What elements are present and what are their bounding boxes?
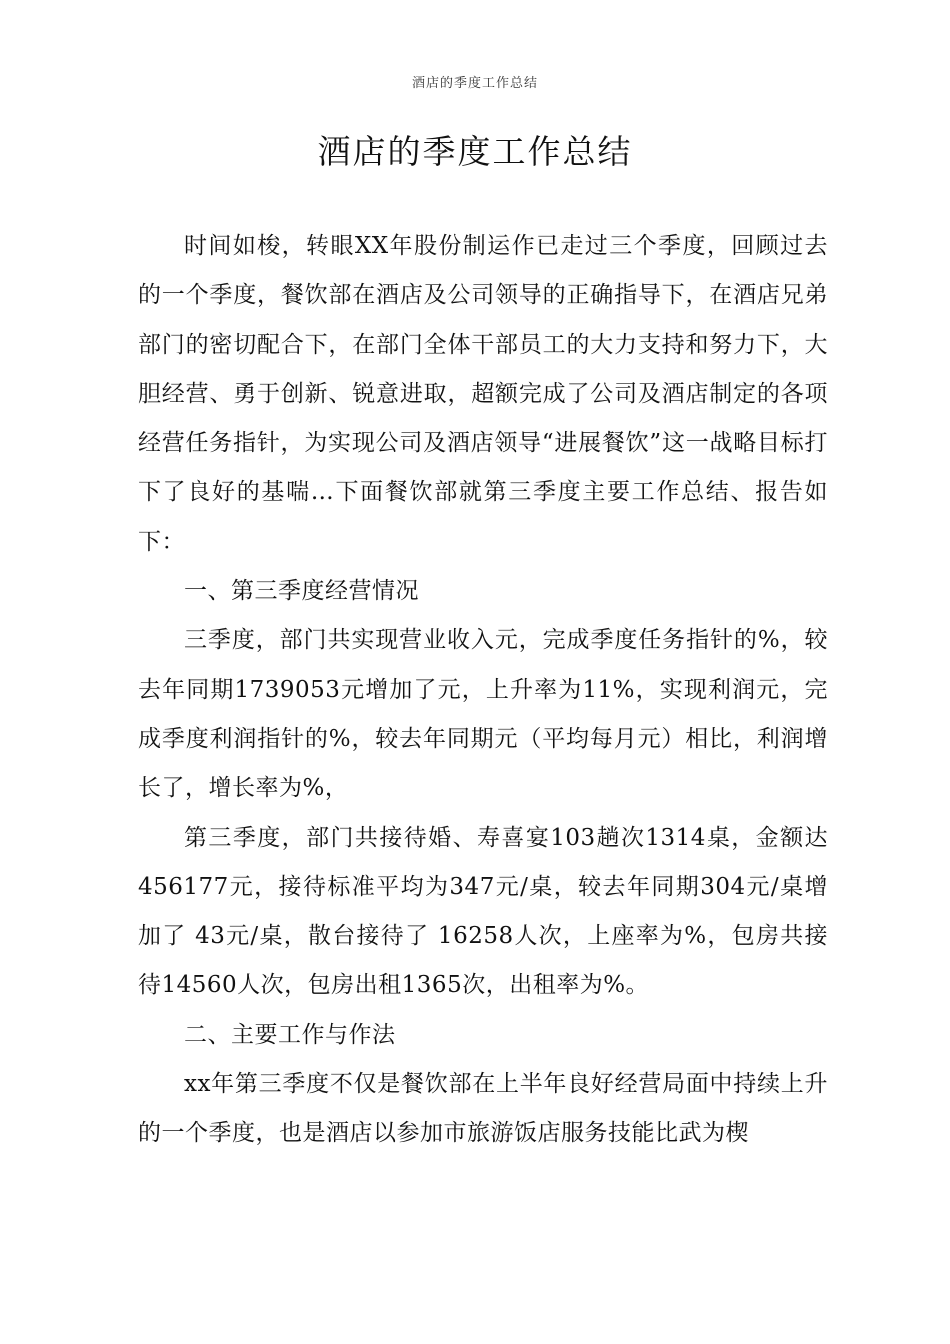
document-title: 酒店的季度工作总结 [317,132,633,172]
paragraph-revenue: 三季度，部门共实现营业收入元，完成季度任务指针的%，较去年同期1739053元增加了元，上升率为11%，实现利润元，完成季度利润指针的%，较去年同期元（平均每月元）相比，利润增长了，增长率为%， [138,627,828,802]
document-body [138,222,828,1159]
section-heading-operations: 一、第三季度经营情况 [184,578,419,605]
paragraph-intro: 时间如梭，转眼XX年股份制运作已走过三个季度，回顾过去的一个季度，餐饮部在酒店及公司领导的正确指导下，在酒店兄弟部门的密切配合下，在部门全体干部员工的大力支持和努力下，大胆经营、勇于创新、锐意进取，超额完成了公司及酒店制定的各项经营任务指针，为实现公司及酒店领导“进展餐饮”这一战略目标打下了良好的基喘…下面餐饮部就第三季度主要工作总结、报告如下： [138,233,828,555]
paragraph-reception: 第三季度，部门共接待婚、寿喜宴103趟次1314桌，金额达456177元，接待标准平均为347元/桌，较去年同期304元/桌增加了 43元/桌，散台接待了 16258人次，上座率为%，包房共接待14560人次，包房出租1365次，出租率为%。 [138,824,828,999]
section-heading-main-work: 二、主要工作与作法 [184,1021,396,1048]
running-header: 酒店的季度工作总结 [411,76,538,91]
paragraph-main-work: xx年第三季度不仅是餐饮部在上半年良好经营局面中持续上升的一个季度，也是酒店以参加市旅游饭店服务技能比武为楔 [138,1071,828,1147]
